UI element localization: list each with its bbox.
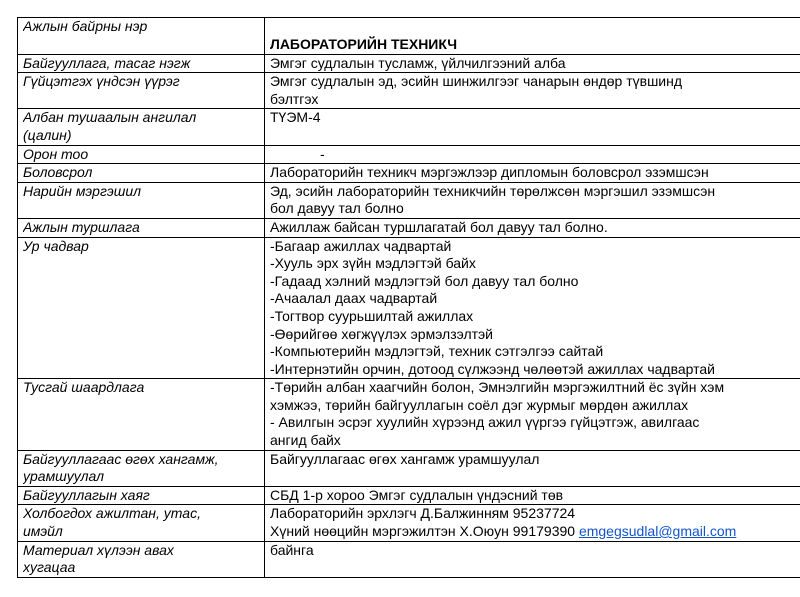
label-line: Холбогдох ажилтан, утас,: [23, 505, 201, 522]
value-cell: [265, 182, 800, 218]
value-line: -Хууль эрх зүйн мэдлэгтэй байх: [270, 255, 476, 272]
value-line: Эмгэг судлалын тусламж, үйлчилгээний алба: [270, 54, 566, 71]
value-cell: [265, 450, 800, 486]
label-line: Ажлын туршлага: [23, 218, 140, 235]
value-cell: [265, 54, 800, 73]
row-address: [18, 486, 800, 505]
value-cell: [265, 218, 800, 237]
value-cell: [265, 541, 800, 577]
value-line: бэлтгэх: [270, 90, 319, 107]
label-cell: [18, 450, 265, 486]
label-line: Байгууллагын хаяг: [23, 486, 150, 503]
value-line: Эд, эсийн лабораторийн техникчийн төрөлжсөн мэргэшил эзэмшсэн: [270, 182, 716, 199]
value-cell: [265, 145, 800, 164]
value-cell: [265, 18, 800, 55]
row-position-category: [18, 109, 800, 145]
label-cell: [18, 505, 265, 541]
label-line: Ур чадвар: [23, 237, 89, 254]
email-link[interactable]: emgegsudlal@gmail.com: [578, 523, 737, 540]
value-cell: [265, 164, 800, 183]
value-line: Лабораторийн техникч мэргэжлээр дипломын боловсрол эзэмшсэн: [270, 164, 709, 181]
value-line: бол давуу тал болно: [270, 200, 404, 217]
label-cell: [18, 379, 265, 450]
value-line: -Тогтвор суурьшилтай ажиллах: [270, 307, 474, 324]
label-line: Байгууллагаас өгөх хангамж,: [23, 450, 219, 467]
label-cell: [18, 486, 265, 505]
value-line: -Ачаалал даах чадвартай: [270, 290, 438, 307]
contact-text: Хүний нөөцийн мэргэжилтэн Х.Оюун 99179390: [270, 523, 579, 540]
label-cell: [18, 145, 265, 164]
value-cell: [265, 73, 800, 109]
value-line: ТҮЭМ-4: [270, 109, 321, 126]
row-organization: [18, 54, 800, 73]
value-line: Эмгэг судлалын эд, эсийн шинжилгээг чанарын өндөр түвшинд: [270, 73, 683, 90]
value-line: -Гадаад хэлний мэдлэгтэй бол давуу тал болно: [270, 272, 579, 289]
label-line: Албан тушаалын ангилал: [23, 109, 197, 126]
label-cell: [18, 109, 265, 145]
value-line: ангид байх: [270, 432, 341, 449]
value-cell: [265, 109, 800, 145]
value-line: Байгууллагаас өгөх хангамж урамшуулал: [270, 450, 540, 467]
label-cell: [18, 54, 265, 73]
value-line: Ажиллаж байсан туршлагатай бол давуу тал болно.: [270, 218, 608, 235]
label-line: Ажлын байрны нэр: [23, 18, 148, 34]
label-line: Боловсрол: [23, 164, 93, 181]
label-line: (цалин): [23, 126, 72, 143]
row-special-requirements: [18, 379, 800, 450]
value-cell: [265, 379, 800, 450]
value-line: -Өөрийгөө хөгжүүлэх эрмэлзэлтэй: [270, 325, 493, 342]
value-line: -: [320, 145, 325, 162]
label-cell: [18, 73, 265, 109]
row-skills: [18, 237, 800, 379]
row-education: [18, 164, 800, 183]
row-specialization: [18, 182, 800, 218]
value-line: СБД 1-р хороо Эмгэг судлалын үндэсний төв: [270, 486, 564, 503]
job-description-table: [17, 17, 800, 578]
label-line: Байгууллага, тасаг нэгж: [23, 54, 191, 71]
value-line: -Интернэтийн орчин, дотоод сүлжээнд чөлөөтэй ажиллах чадвартай: [270, 360, 715, 377]
value-line: -Төрийн албан хаагчийн болон, Эмнэлгийн мэргэжилтний ёс зүйн хэм: [270, 379, 725, 396]
label-line: Материал хүлээн авах: [23, 541, 174, 558]
row-job-title: [18, 18, 800, 55]
label-cell: [18, 164, 265, 183]
row-main-duty: [18, 73, 800, 109]
label-line: урамшуулал: [23, 468, 105, 485]
row-headcount: [18, 145, 800, 164]
label-cell: [18, 18, 265, 55]
value-line: хэмжээ, төрийн байгууллагын соёл дэг журмыг мөрдөн ажиллах: [270, 396, 689, 413]
label-line: Орон тоо: [23, 145, 89, 162]
value-line: байнга: [270, 541, 314, 558]
job-title: ЛАБОРАТОРИЙН ТЕХНИКЧ: [270, 36, 458, 52]
row-contacts: [18, 505, 800, 541]
row-benefits: [18, 450, 800, 486]
label-cell: [18, 218, 265, 237]
value-cell: [265, 486, 800, 505]
row-deadline: [18, 541, 800, 577]
label-cell: [18, 541, 265, 577]
label-cell: [18, 182, 265, 218]
value-line: Лабораторийн эрхлэгч Д.Балжинням 95237724: [270, 505, 576, 522]
value-cell: [265, 505, 800, 541]
value-line: -Компьютерийн мэдлэгтэй, техник сэтгэлгээ сайтай: [270, 343, 604, 360]
value-line: -Багаар ажиллах чадвартай: [270, 237, 452, 254]
value-line: [270, 523, 800, 541]
label-line: Нарийн мэргэшил: [23, 182, 142, 199]
value-line: - Авилгын эсрэг хуулийн хүрээнд ажил үүргээ гүйцэтгэж, авилгаас: [270, 414, 700, 431]
value-cell: [265, 237, 800, 379]
label-line: Тусгай шаардлага: [23, 379, 145, 396]
label-line: имэйл: [23, 523, 63, 540]
row-experience: [18, 218, 800, 237]
label-cell: [18, 237, 265, 379]
label-line: хугацаа: [23, 559, 76, 576]
label-line: Гүйцэтгэх үндсэн үүрэг: [23, 73, 180, 90]
